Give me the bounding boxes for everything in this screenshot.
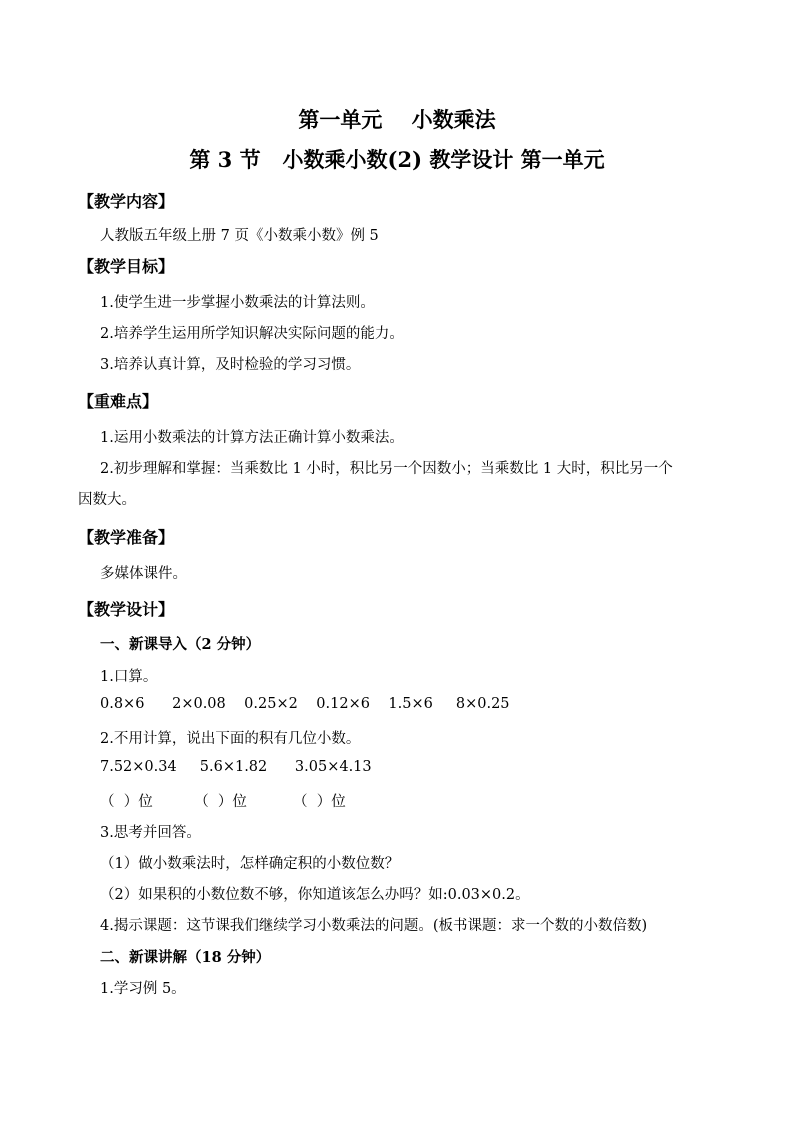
question-2-items: 7.52×0.34 5.6×1.82 3.05×4.13 (100, 759, 372, 775)
question-2: 2.不用计算，说出下面的积有几位小数。 (100, 731, 361, 747)
question-2-blanks: （ ）位 （ ）位 （ ）位 (100, 794, 346, 810)
question-3-b: （2）如果积的小数位数不够，你知道该怎么办吗？如:0.03×0.2。 (100, 887, 530, 903)
part2-question-1: 1.学习例 5。 (100, 981, 186, 997)
question-3-a: （1）做小数乘法时，怎样确定积的小数位数？ (100, 856, 400, 872)
goal-item-2: 2.培养学生运用所学知识解决实际问题的能力。 (100, 326, 404, 342)
question-4: 4.揭示课题：这节课我们继续学习小数乘法的问题。(板书课题：求一个数的小数倍数) (100, 918, 648, 934)
section-heading-goals: 【教学目标】 (78, 257, 175, 276)
unit-title: 第一单元 小数乘法 (298, 107, 496, 132)
goal-item-1: 1.使学生进一步掌握小数乘法的计算法则。 (100, 295, 375, 311)
section-heading-content: 【教学内容】 (78, 192, 175, 211)
keypoint-item-1: 1.运用小数乘法的计算方法正确计算小数乘法。 (100, 430, 404, 446)
part2-title: 二、新课讲解（18 分钟） (100, 949, 271, 966)
section-heading-design: 【教学设计】 (78, 600, 175, 619)
keypoint-item-2-continued: 因数大。 (78, 492, 136, 508)
keypoint-item-2: 2.初步理解和掌握：当乘数比 1 小时，积比另一个因数小；当乘数比 1 大时，积比另一个 (100, 461, 673, 477)
section-heading-prep: 【教学准备】 (78, 528, 175, 547)
question-3: 3.思考并回答。 (100, 825, 201, 841)
question-1-items: 0.8×6 2×0.08 0.25×2 0.12×6 1.5×6 8×0.25 (100, 696, 510, 712)
lesson-title: 第 3 节 小数乘小数(2) 教学设计 第一单元 (189, 147, 605, 172)
part1-title: 一、新课导入（2 分钟） (100, 636, 261, 653)
section-heading-keypoints: 【重难点】 (78, 392, 159, 411)
question-1: 1.口算。 (100, 669, 158, 685)
prep-text: 多媒体课件。 (100, 566, 187, 582)
content-text: 人教版五年级上册 7 页《小数乘小数》例 5 (100, 228, 379, 244)
goal-item-3: 3.培养认真计算，及时检验的学习习惯。 (100, 357, 361, 373)
